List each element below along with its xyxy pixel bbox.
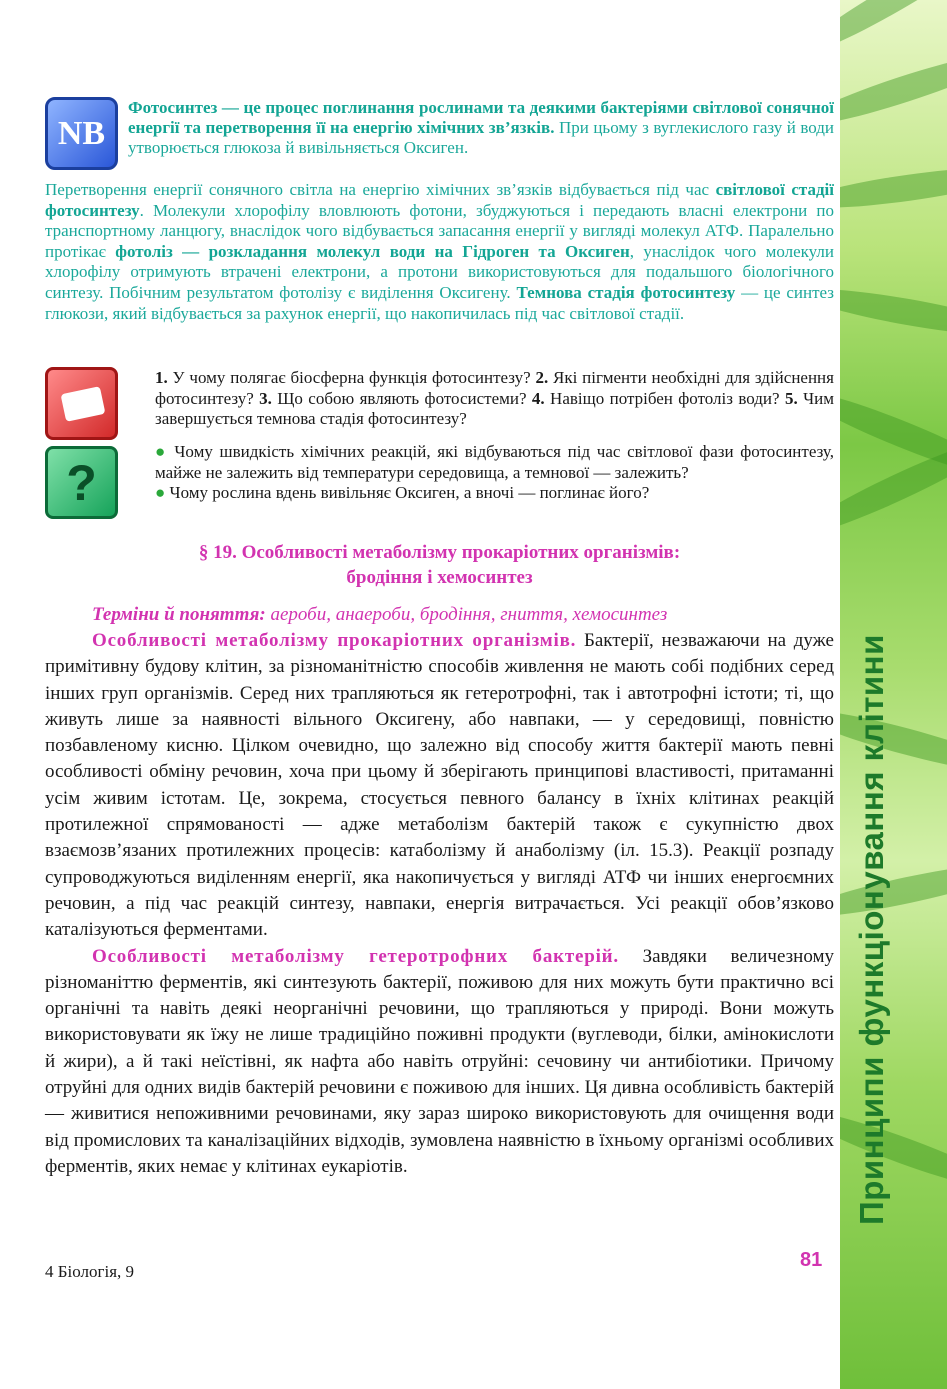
- nb-definition-rest: При цьому з вуглекислого газу й води утворюється глюкоза й вивільняється Оксиген.: [128, 118, 834, 157]
- question-icon: ?: [45, 446, 118, 519]
- paragraph-heterotrophs: [45, 944, 834, 1181]
- think-questions: [130, 442, 834, 504]
- nb-icon: NB: [45, 97, 118, 170]
- book-icon: [45, 367, 118, 440]
- review-questions: [130, 368, 834, 430]
- terms-list: аероби, анаероби, бродіння, гниття, хемосинтез: [265, 604, 668, 625]
- paragraph-text-1: Бактерії, незважаючи на дуже примітивну будову клітин, за різноманітністю способів живлення не мають собі подібних серед інших груп організмів. Серед них трапляються як гетеротрофні, так і автотрофні істоти; ті, що живуть лише за наявності вільного Оксигену, або навпаки, — у середовищі, повністю позбавленому кисню. Цілком очевидно, що залежно від способу життя бактерії мають певні особливості обміну речовин, хоча при цьому й зберігають принципові властивості, притаманні усім живим істотам. Це, зокрема, стосується певного балансу в їхніх клітинах реакцій протилежної спрямованості — адже метаболізм бактерій також є сукупністю двох взаємозв’язаних протилежних процесів: катаболізму й анаболізму (іл. 15.3). Реакції розпаду супроводжуються виділенням енергії, яка накопичується у вигляді АТФ чи інших енергоємних речовин, а під час реакцій синтезу, навпаки, енергія витрачається. Усі реакції обов’язково каталізуються ферментами.: [45, 630, 834, 941]
- q-num-2: 2.: [535, 368, 549, 387]
- cyan-bold-3: Темнова стадія фотосинтезу: [516, 282, 736, 302]
- cyan-text-4: — це синтез глюкози, який відбувається за рахунок енергії, що накопичилась під час світлової стадії.: [45, 282, 834, 323]
- nb-definition-bold: Фотосинтез — це процес поглинання рослинами та деякими бактеріями світлової сонячної енергії та перетворення її на енергію хімічних зв’язків.: [128, 98, 834, 137]
- terms-line: [92, 602, 834, 628]
- cyan-bold-2: фотоліз — розкладання молекул води на Гідроген та Оксиген: [115, 241, 630, 261]
- q-num-1: 1.: [155, 368, 168, 387]
- section-title-line-1: § 19. Особливості метаболізму прокаріотних організмів:: [198, 542, 681, 563]
- paragraph-text-2: Завдяки величезному різноманіттю ферментів, які синтезують бактерії, поживою для них можуть бути практично всі органічні та навіть деякі неорганічні речовини, що трапляються у природі. Вони можуть використовувати як їжу не лише традиційно поживні продукти (вуглеводи, білки, амінокислоти й жири), а й такі неїстівні, як нафта або навіть отруйні: сечовину чи антибіотики. Причому отруйні для одних видів бактерій речовини є поживою для інших. Ця дивна особливість бактерій — живитися непоживними речовинами, яку зараз широко використовують для очищення води від промислових та каналізаційних відходів, зумовлена наявністю в їхньому організмі особливих ферментів, яких немає у клітинах еукаріотів.: [45, 945, 834, 1177]
- think-text-1: Чому швидкість хімічних реакцій, які відбуваються під час світлової фази фотосинтезу, майже не залежить від температури середовища, а темнової — залежить?: [155, 442, 834, 482]
- cyan-bold-1: світлової стадії фотосинтезу: [45, 180, 834, 220]
- bullet-icon: ●: [155, 442, 168, 461]
- paragraph-lead-1: Особливості метаболізму прокаріотних організмів.: [92, 630, 577, 651]
- q-num-4: 4.: [531, 388, 545, 408]
- paragraph-lead-2: Особливості метаболізму гетеротрофних бактерій.: [92, 945, 619, 967]
- nb-definition: [128, 98, 834, 158]
- q-text-2: Які пігменти необхідні для здійснення фотосинтезу?: [155, 368, 834, 408]
- photosynthesis-paragraph: [45, 180, 834, 324]
- q-text-4: Навіщо потрібен фотоліз води?: [544, 388, 785, 408]
- paragraph-prokaryotes: [45, 628, 834, 944]
- terms-label: Терміни й поняття:: [92, 604, 266, 625]
- footer-signature: 4 Біологія, 9: [45, 1262, 135, 1281]
- q-num-5: 5.: [784, 388, 798, 408]
- bullet-icon: ●: [155, 483, 166, 502]
- chapter-side-title: Принципи функціонування клітини: [853, 634, 890, 1225]
- q-text-5: Чим завершується темнова стадія фотосинтезу?: [155, 388, 835, 428]
- section-title-line-2: бродіння і хемосинтез: [346, 567, 533, 588]
- think-text-2: Чому рослина вдень вивільняє Оксиген, а вночі — поглинає його?: [165, 483, 650, 502]
- section-title: [45, 540, 834, 590]
- q-text-3: Що собою являють фотосистеми?: [271, 388, 532, 408]
- cyan-text-2: . Молекули хлорофілу вловлюють фотони, збуджуються і передають власні електрони по транспортному ланцюгу, внаслідок чого відбувається запасання енергії у вигляді молекул АТФ. Паралельно протікає: [45, 200, 834, 261]
- page-number: 81: [800, 1249, 823, 1271]
- cyan-text-1: Перетворення енергії сонячного світла на енергію хімічних зв’язків відбувається під час: [45, 180, 716, 199]
- q-text-1: У чому полягає біосферна функція фотосинтезу?: [167, 368, 536, 387]
- main-text: [45, 628, 834, 1180]
- cyan-text-3: , унаслідок чого молекули хлорофілу отримують втрачені електрони, а протони використовуються для подальшого біологічного синтезу. Побічним результатом фотолізу є виділення Оксигену.: [45, 241, 834, 302]
- q-num-3: 3.: [259, 388, 272, 408]
